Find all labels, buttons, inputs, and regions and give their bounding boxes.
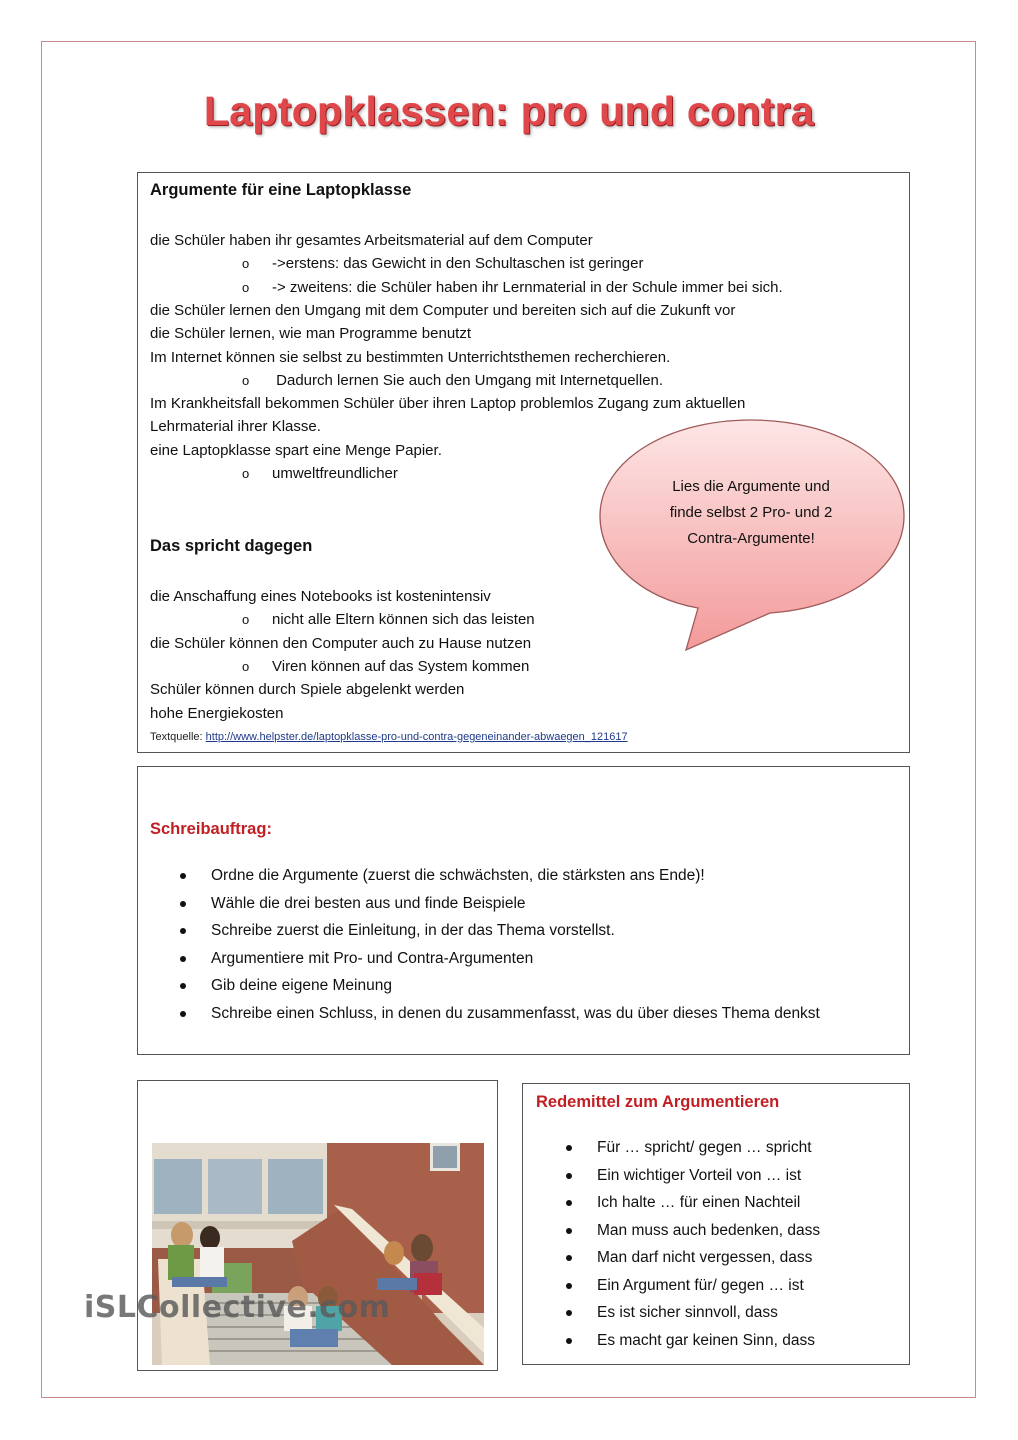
list-item: Ein Argument für/ gegen … ist [566,1272,896,1300]
list-item: Es ist sicher sinnvoll, dass [566,1299,896,1327]
list-item: Es macht gar keinen Sinn, dass [566,1327,896,1355]
bullet-icon [566,1255,572,1261]
bullet-icon [566,1338,572,1344]
contra-heading: Das spricht dagegen [150,537,313,555]
list-item: Schreibe einen Schluss, in denen du zusammenfasst, was du über dieses Thema denkst [180,1000,900,1028]
sub-argument-line: o nicht alle Eltern können sich das leisten [242,608,535,631]
bullet-icon [180,928,186,934]
list-item: Wähle die drei besten aus und finde Beispiele [180,890,900,918]
list-item: Schreibe zuerst die Einleitung, in der das Thema vorstellst. [180,917,900,945]
sub-bullet-icon: o [242,658,250,674]
bullet-icon [180,1011,186,1017]
argument-line: die Schüler können den Computer auch zu Hause nutzen [150,634,532,652]
sub-bullet-icon: o [242,256,250,272]
list-item: Man muss auch bedenken, dass [566,1217,896,1245]
argument-line: Lehrmaterial ihrer Klasse. [150,418,321,436]
source-label: Textquelle: [150,731,206,743]
sub-bullet-icon: o [242,372,250,388]
bullet-icon [180,983,186,989]
sub-argument-line: o umweltfreundlicher [242,462,398,485]
pro-heading: Argumente für eine Laptopklasse [150,181,412,199]
source-line [150,731,628,743]
source-link[interactable]: http://www.helpster.de/laptopklasse-pro-und-contra-gegeneinander-abwaegen_121617 [205,731,628,743]
argument-line: Im Krankheitsfall bekommen Schüler über ihren Laptop problemlos Zugang zum aktuellen [150,395,746,413]
phrases-heading: Redemittel zum Argumentieren [536,1093,780,1111]
argument-line: Im Internet können sie selbst zu bestimmten Unterrichtsthemen recherchieren. [150,348,671,366]
watermark: iSLCollective.com [84,1290,391,1325]
bubble-line: Lies die Argumente und [672,478,830,495]
list-item: Argumentiere mit Pro- und Contra-Argumenten [180,945,900,973]
list-item: Ein wichtiger Vorteil von … ist [566,1162,896,1190]
bullet-icon [566,1310,572,1316]
page-title: Laptopklassen: pro und contra [0,88,1018,135]
bubble-line: Contra-Argumente! [687,530,815,547]
writing-task-list [180,862,900,1027]
argument-line: eine Laptopklasse spart eine Menge Papier. [150,441,442,459]
sub-bullet-icon: o [242,466,250,481]
bullet-icon [566,1228,572,1234]
sub-bullet-icon: o [242,612,250,628]
sub-argument-line: o Viren können auf das System kommen [242,655,529,678]
students-photo [152,1143,484,1365]
bullet-icon [180,901,186,907]
speech-bubble [598,418,904,603]
bullet-icon [566,1283,572,1289]
list-item: Gib deine eigene Meinung [180,972,900,1000]
argument-line: die Anschaffung eines Notebooks ist kostenintensiv [150,588,491,605]
bubble-line: finde selbst 2 Pro- und 2 [669,504,833,521]
phrases-list [566,1134,896,1354]
argument-line: Schüler können durch Spiele abgelenkt werden [150,681,465,699]
argument-line: die Schüler lernen, wie man Programme benutzt [150,325,471,343]
list-item: Ich halte … für einen Nachteil [566,1189,896,1217]
argument-line: die Schüler lernen den Umgang mit dem Computer und bereiten sich auf die Zukunft vor [150,301,736,319]
students-on-steps-image [152,1143,484,1365]
list-item: Ordne die Argumente (zuerst die schwächsten, die stärksten ans Ende)! [180,862,900,890]
list-item: Man darf nicht vergessen, dass [566,1244,896,1272]
bullet-icon [566,1145,572,1151]
speech-bubble-text [618,474,884,552]
argument-line: hohe Energiekosten [150,704,284,722]
argument-line: die Schüler haben ihr gesamtes Arbeitsmaterial auf dem Computer [150,232,593,249]
sub-argument-line: o -> zweitens: die Schüler haben ihr Lernmaterial in der Schule immer bei sich. [242,276,783,299]
bullet-icon [180,956,186,962]
bullet-icon [566,1173,572,1179]
bullet-icon [566,1200,572,1206]
sub-bullet-icon: o [242,279,250,295]
list-item: Für … spricht/ gegen … spricht [566,1134,896,1162]
sub-argument-line: o Dadurch lernen Sie auch den Umgang mit Internetquellen. [242,369,663,392]
bullet-icon [180,873,186,879]
writing-task-heading: Schreibauftrag: [150,820,272,838]
sub-argument-line: o ->erstens: das Gewicht in den Schultaschen ist geringer [242,252,643,275]
